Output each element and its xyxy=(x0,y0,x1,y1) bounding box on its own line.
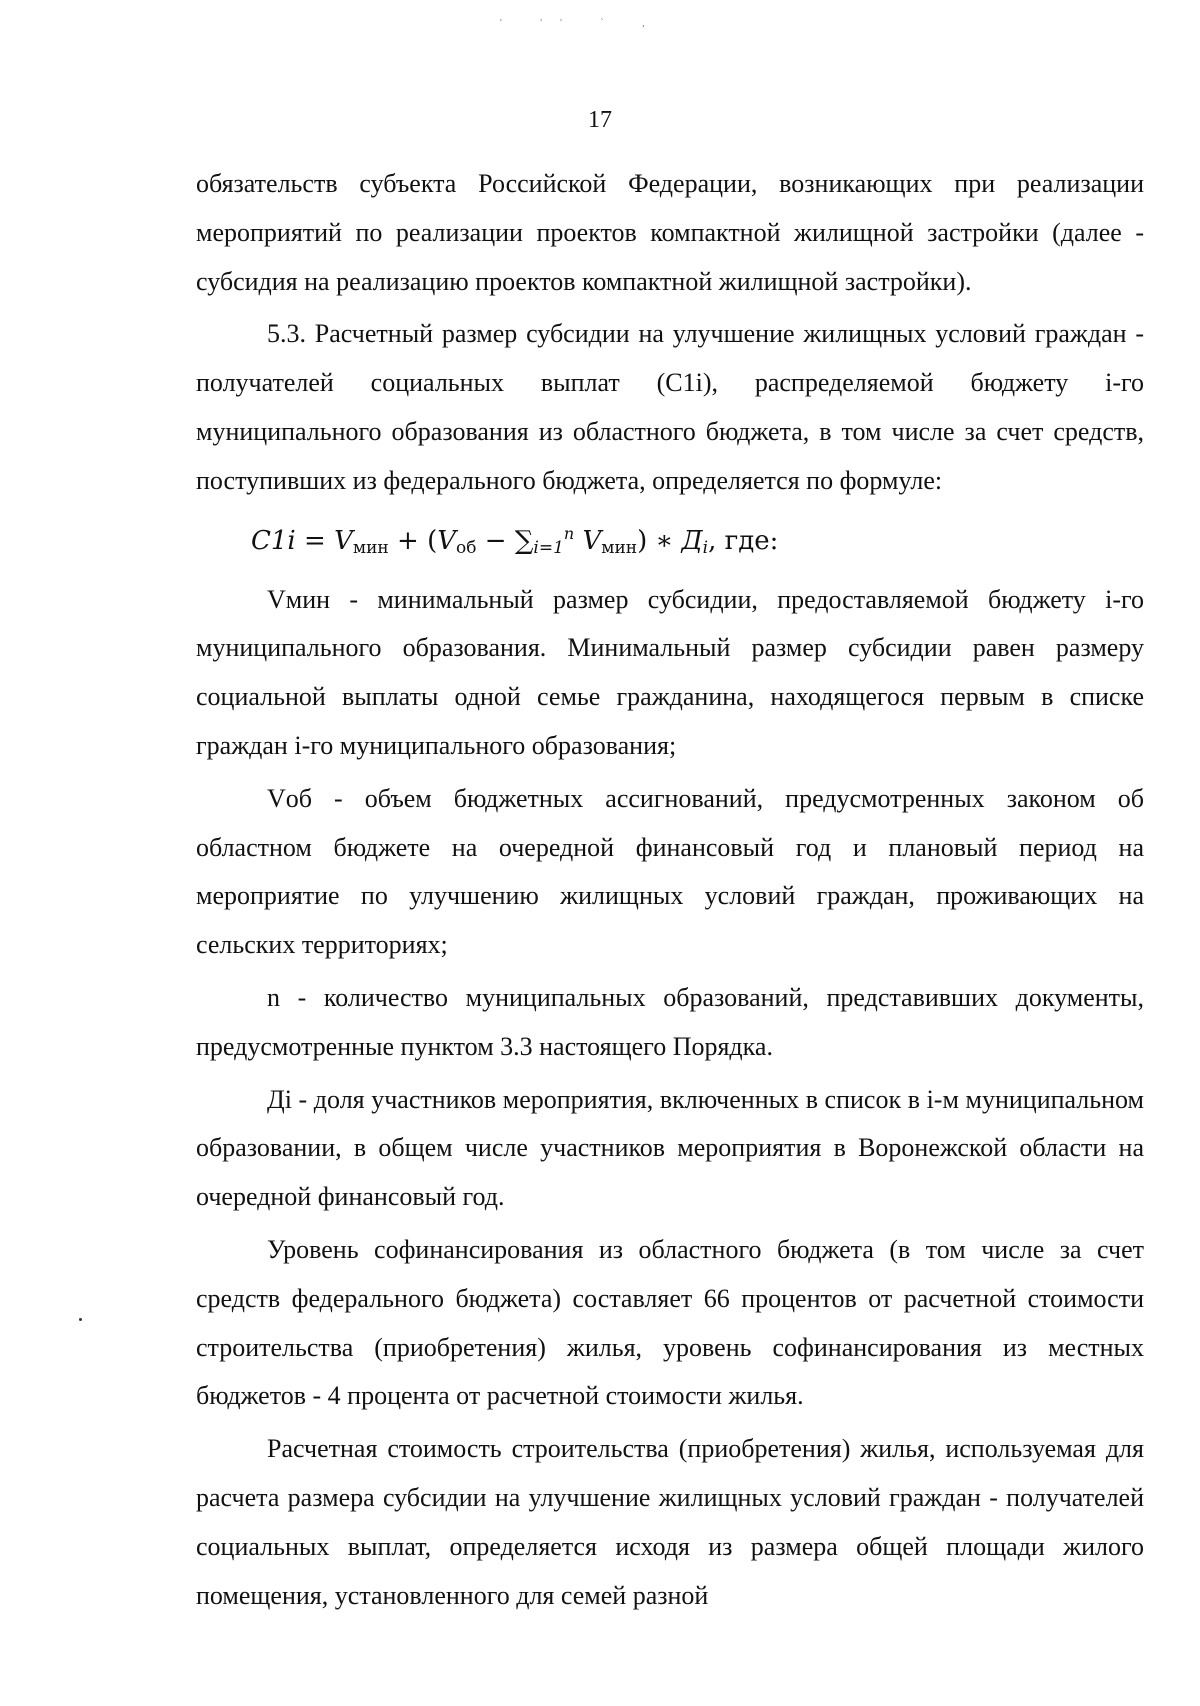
formula-v-ob-sub: об xyxy=(456,537,477,558)
formula-sum-sub: i=1 xyxy=(533,537,564,558)
formula-v-min-2-sub: мин xyxy=(601,537,638,558)
paragraph-5-3: 5.3. Расчетный размер субсидии на улучшение жилищных условий граждан - получателей социальных выплат (C1i), распределяемой бюджету i-го муниципального образования из областного бюджета, в том числе за счет средств, поступивших из федерального бюджета, определяется по формуле: xyxy=(196,319,1144,495)
formula-sum-sup: n xyxy=(563,523,575,543)
formula-lhs: C1i xyxy=(251,525,296,556)
formula-minus: − xyxy=(476,525,515,556)
formula-plus: + ( xyxy=(388,525,438,556)
paragraph-continuation: обязательств субъекта Российской Федерации, возникающих при реализации мероприятий по реализации проектов компактной жилищной застройки (далее - субсидия на реализацию проектов компактной жилищной застройки). xyxy=(196,169,1144,296)
formula-d: Д xyxy=(681,525,703,556)
formula-v-min-sub: мин xyxy=(352,537,389,558)
formula-equals: = xyxy=(295,525,335,556)
formula-sum: ∑ xyxy=(514,525,534,556)
scan-specks: ' '' ` , xyxy=(500,18,663,29)
paragraph-cofinancing: Уровень софинансирования из областного бюджета (в том числе за счет средств федерального бюджета) составляет 66 процентов от расчетной стоимости строительства (приобретения) жилья, уровень софинансирования из местных бюджетов - 4 процента от расчетной стоимости жилья. xyxy=(196,1234,1144,1411)
formula-d-sub: i xyxy=(702,537,709,558)
formula-v-min-2: V xyxy=(582,525,602,556)
subsidy-formula xyxy=(196,510,1144,572)
definition-n: n - количество муниципальных образований, представивших документы, предусмотренные пунктом 3.3 настоящего Порядка. xyxy=(196,982,1144,1061)
formula-close: ) ∗ xyxy=(637,525,682,556)
formula-tail: , где: xyxy=(708,525,779,556)
scan-dot xyxy=(79,1318,82,1321)
page-number: 17 xyxy=(588,107,612,133)
document-body xyxy=(196,160,1144,1624)
formula-v-ob: V xyxy=(437,525,457,556)
definition-vob: Vоб - объем бюджетных ассигнований, предусмотренных законом об областном бюджете на очередной финансовый год и плановый период на мероприятие по улучшению жилищных условий граждан, проживающих на сельских территориях; xyxy=(196,783,1144,960)
paragraph-estimated-cost: Расчетная стоимость строительства (приобретения) жилья, используемая для расчета размера субсидии на улучшение жилищных условий граждан - получателей социальных выплат, определяется исходя из размера общей площади жилого помещения, установленного для семей разной xyxy=(196,1434,1144,1610)
definition-vmin: Vмин - минимальный размер субсидии, предоставляемой бюджету i-го муниципального образования. Минимальный размер субсидии равен размеру социальной выплаты одной семье гражданина, находящегося первым в списке граждан i-го муниципального образования; xyxy=(196,584,1144,760)
definition-di: Дi - доля участников мероприятия, включенных в список в i-м муниципальном образовании, в общем числе участников мероприятия в Воронежской области на очередной финансовый год. xyxy=(196,1084,1144,1212)
formula-v-min: V xyxy=(334,525,353,556)
